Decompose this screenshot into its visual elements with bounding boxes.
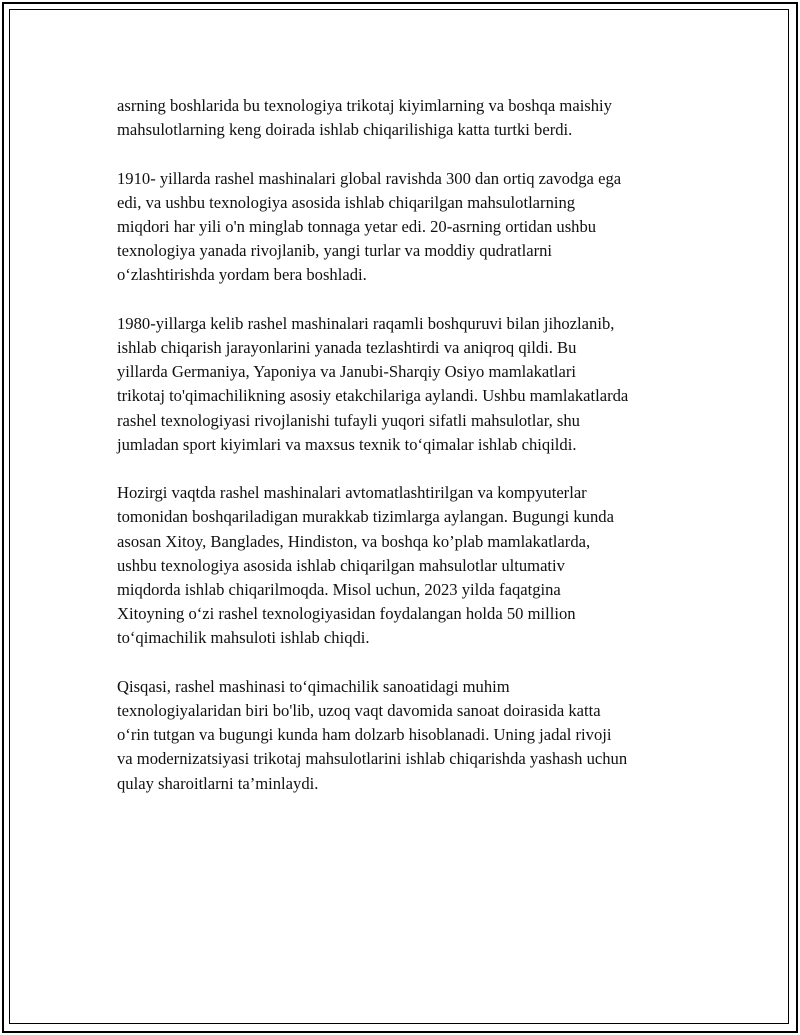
paragraph-3: 1980-yillarga kelib rashel mashinalari raqamli boshquruvi bilan jihozlanib, ishlab chiqarish jarayonlarini yanada tezlashtirdi va aniqroq qildi. Bu yillarda Germaniya, Yaponiya va Janubi-Sharqiy Osiyo mamlakatlari trikotaj to'qimachilikning asosiy etakchilariga aylandi. Ushbu mamlakatlarda rashel texnologiyasi rivojlanishi tufayli yuqori sifatli mahsulotlar, shu jumladan sport kiyimlari va maxsus texnik to‘qimalar ishlab chiqildi. (117, 313, 629, 454)
paragraph-1: asrning boshlarida bu texnologiya trikotaj kiyimlarning va boshqa maishiy mahsulotlarning keng doirada ishlab chiqarilishiga katta turtki berdi. (117, 96, 612, 140)
document-body (117, 94, 697, 820)
paragraph-5: Qisqasi, rashel mashinasi to‘qimachilik sanoatidagi muhim texnologiyalaridan biri bo'lib, uzoq vaqt davomida sanoat doirasida katta o‘rin tutgan va bugungi kunda ham dolzarb hisoblanadi. Uning jadal rivoji va modernizatsiyasi trikotaj mahsulotlarini ishlab chiqarishda yashash uchun qulay sharoitlarni ta’minlaydi. (117, 676, 628, 793)
paragraph-4: Hozirgi vaqtda rashel mashinalari avtomatlashtirilgan va kompyuterlar tomonidan boshqariladigan murakkab tizimlarga aylangan. Bugungi kunda asosan Xitoy, Banglades, Hindiston, va boshqa ko’plab mamlakatlarda, ushbu texnologiya asosida ishlab chiqarilgan mahsulotlar ultumativ miqdorda ishlab chiqarilmoqda. Misol uchun, 2023 yilda faqatgina Xitoyning o‘zi rashel texnologiyasidan foydalangan holda 50 million to‘qimachilik mahsuloti ishlab chiqdi. (117, 483, 614, 648)
paragraph-2: 1910- yillarda rashel mashinalari global ravishda 300 dan ortiq zavodga ega edi, va ushbu texnologiya asosida ishlab chiqarilgan mahsulotlarning miqdori har yili o'n minglab tonnaga yetar edi. 20-asrning ortidan ushbu texnologiya yanada rivojlanib, yangi turlar va moddiy qudratlarni o‘zlashtirishda yordam bera boshladi. (117, 168, 622, 285)
